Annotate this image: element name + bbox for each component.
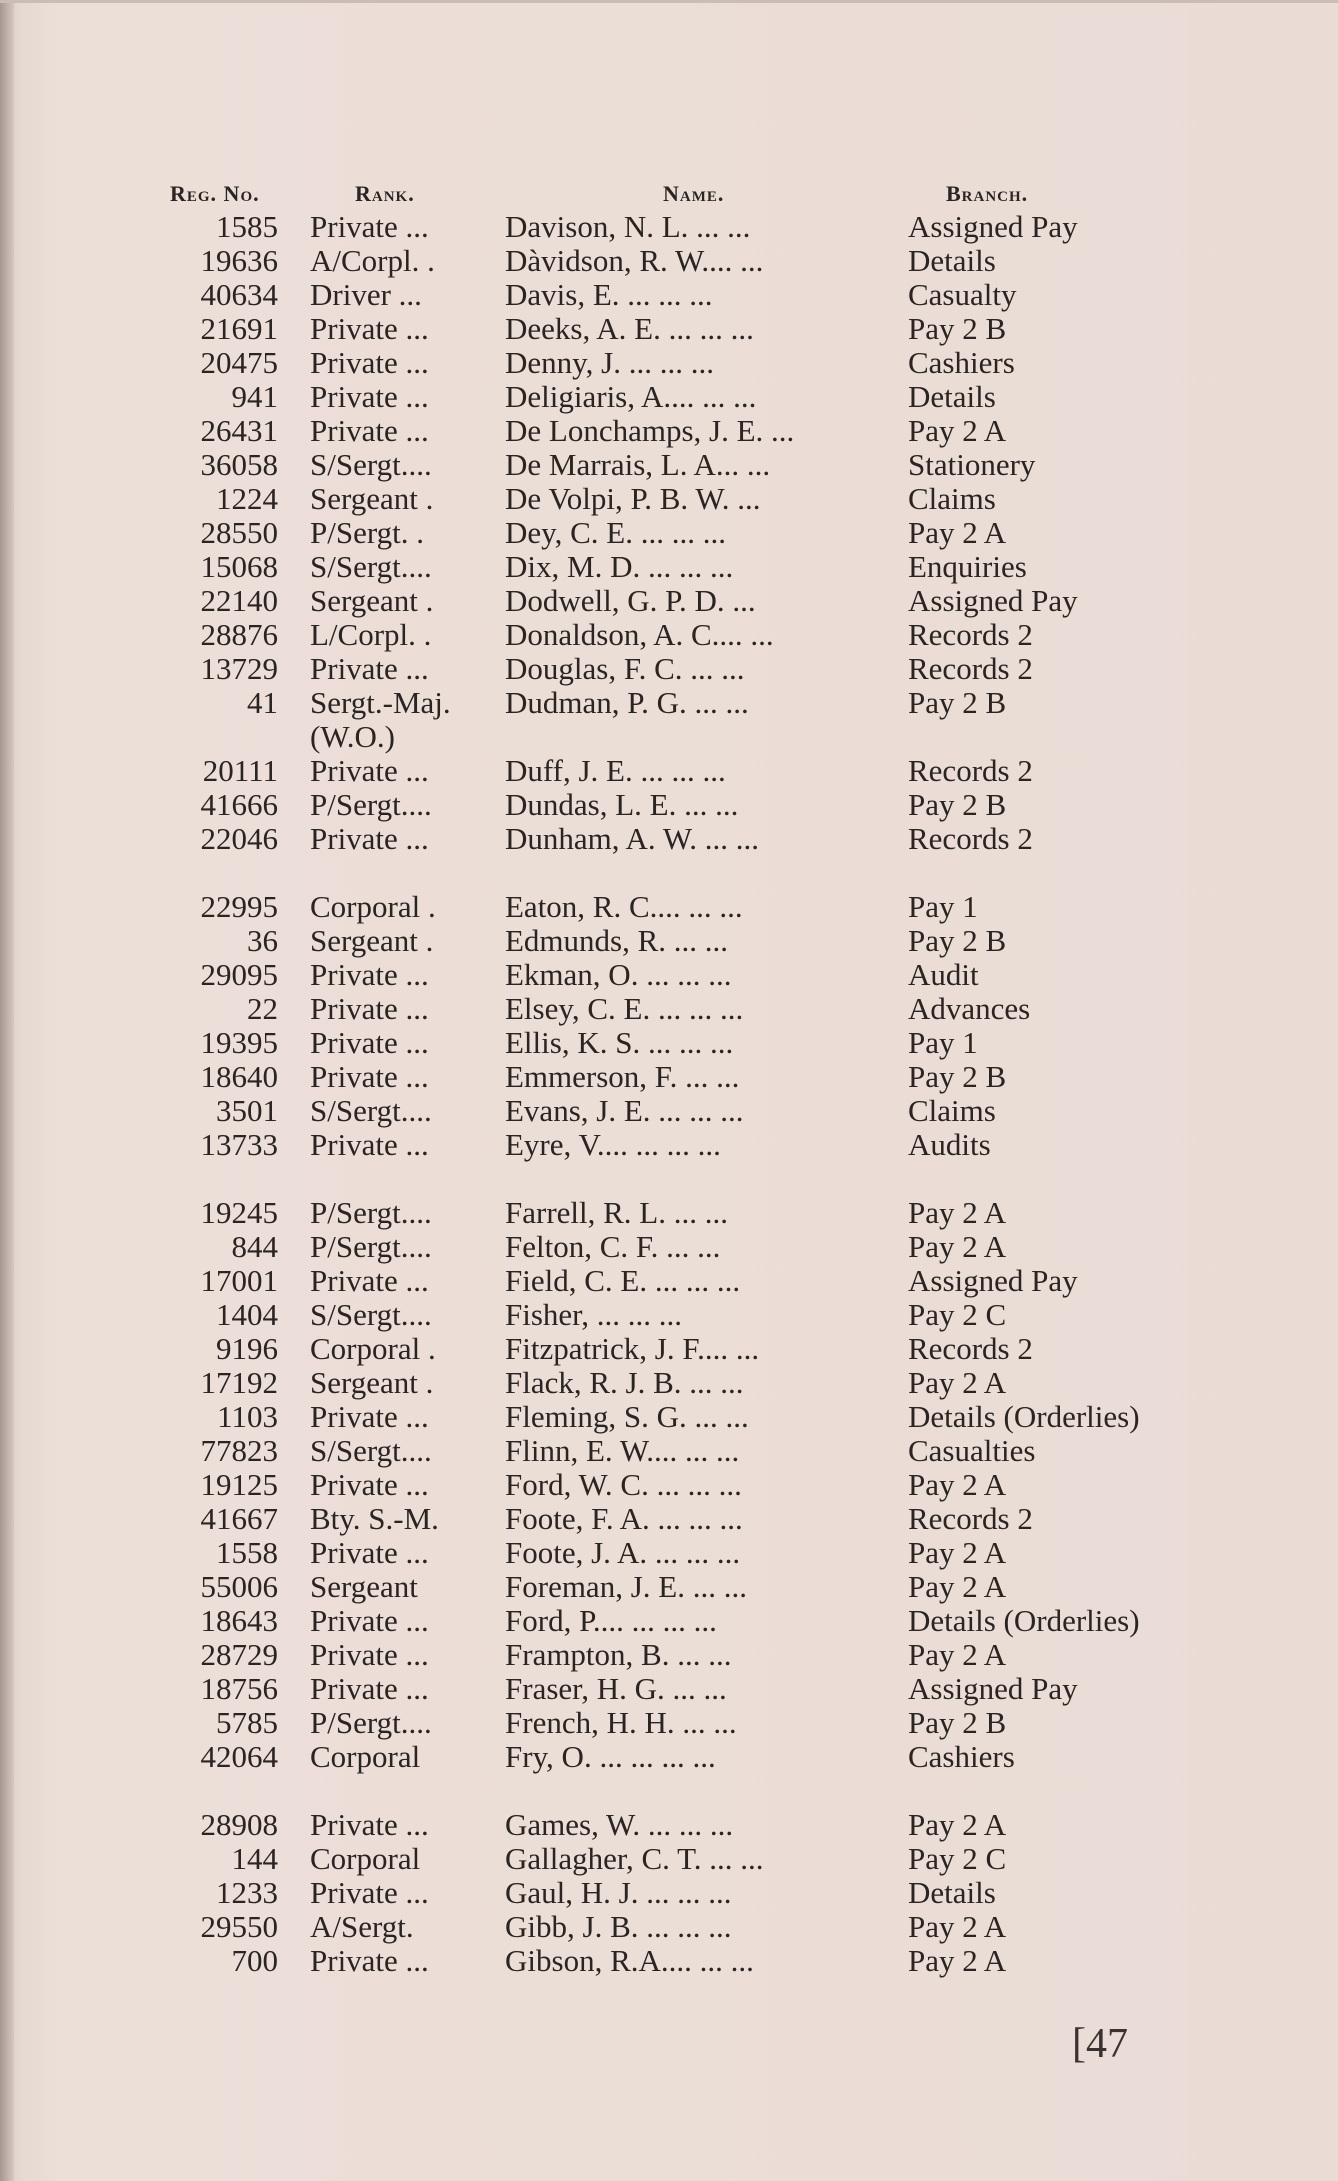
cell-name: Dey, C. E. ... ... ... bbox=[505, 515, 726, 550]
cell-reg-no: 28550 bbox=[200, 515, 278, 550]
cell-branch: Audit bbox=[908, 957, 979, 992]
cell-name: Ford, W. C. ... ... ... bbox=[505, 1467, 742, 1502]
cell-name: De Volpi, P. B. W. ... bbox=[505, 481, 761, 516]
cell-reg-no: 1233 bbox=[216, 1875, 278, 1910]
cell-rank: S/Sergt.... bbox=[310, 1433, 432, 1468]
cell-rank: Private ... bbox=[310, 1263, 429, 1298]
table-row bbox=[0, 1944, 1338, 1978]
table-row bbox=[0, 1706, 1338, 1740]
table-row bbox=[0, 346, 1338, 380]
cell-rank: Sergt.-Maj. bbox=[310, 685, 451, 720]
cell-name: Edmunds, R. ... ... bbox=[505, 923, 729, 958]
cell-branch: Casualties bbox=[908, 1433, 1036, 1468]
cell-reg-no: 144 bbox=[231, 1841, 278, 1876]
cell-rank: P/Sergt.... bbox=[310, 787, 432, 822]
cell-name: Flinn, E. W.... ... ... bbox=[505, 1433, 740, 1468]
cell-reg-no: 41 bbox=[247, 685, 278, 720]
cell-name: Ekman, O. ... ... ... bbox=[505, 957, 732, 992]
cell-rank: Private ... bbox=[310, 1671, 429, 1706]
table-row bbox=[0, 1808, 1338, 1842]
table-row bbox=[0, 448, 1338, 482]
cell-branch: Records 2 bbox=[908, 753, 1033, 788]
table-row bbox=[0, 516, 1338, 550]
cell-branch: Details bbox=[908, 1875, 996, 1910]
cell-name: Emmerson, F. ... ... bbox=[505, 1059, 740, 1094]
cell-branch: Pay 2 B bbox=[908, 923, 1007, 958]
cell-name: Eyre, V.... ... ... ... bbox=[505, 1127, 721, 1162]
cell-reg-no: 26431 bbox=[200, 413, 278, 448]
cell-name: Davison, N. L. ... ... bbox=[505, 209, 751, 244]
cell-reg-no: 42064 bbox=[200, 1739, 278, 1774]
cell-branch: Claims bbox=[908, 1093, 996, 1128]
cell-rank: Sergeant bbox=[310, 1569, 418, 1604]
cell-branch: Details (Orderlies) bbox=[908, 1399, 1140, 1434]
section-gap bbox=[0, 1774, 1338, 1808]
cell-rank: Private ... bbox=[310, 1603, 429, 1638]
cell-reg-no: 17001 bbox=[200, 1263, 278, 1298]
cell-branch: Records 2 bbox=[908, 821, 1033, 856]
cell-rank: P/Sergt.... bbox=[310, 1705, 432, 1740]
cell-rank: S/Sergt.... bbox=[310, 549, 432, 584]
table-row bbox=[0, 1502, 1338, 1536]
cell-name: Elsey, C. E. ... ... ... bbox=[505, 991, 744, 1026]
cell-reg-no: 22995 bbox=[200, 889, 278, 924]
cell-name: Duff, J. E. ... ... ... bbox=[505, 753, 726, 788]
page-number: [47 bbox=[1072, 2021, 1128, 2067]
table-row bbox=[0, 754, 1338, 788]
cell-name: De Marrais, L. A... ... bbox=[505, 447, 771, 482]
table-row bbox=[0, 1876, 1338, 1910]
table-row bbox=[0, 686, 1338, 720]
cell-rank: Corporal bbox=[310, 1739, 421, 1774]
cell-name: Dunham, A. W. ... ... bbox=[505, 821, 760, 856]
cell-reg-no: 13733 bbox=[200, 1127, 278, 1162]
section-gap bbox=[0, 1162, 1338, 1196]
cell-rank: Sergeant . bbox=[310, 1365, 434, 1400]
cell-branch: Assigned Pay bbox=[908, 583, 1078, 618]
table-row bbox=[0, 1332, 1338, 1366]
cell-reg-no: 22046 bbox=[200, 821, 278, 856]
cell-rank: Private ... bbox=[310, 753, 429, 788]
cell-rank: S/Sergt.... bbox=[310, 447, 432, 482]
table-row bbox=[0, 244, 1338, 278]
cell-name: Foote, F. A. ... ... ... bbox=[505, 1501, 743, 1536]
cell-reg-no: 3501 bbox=[216, 1093, 278, 1128]
cell-reg-no: 77823 bbox=[200, 1433, 278, 1468]
cell-reg-no: 700 bbox=[231, 1943, 278, 1978]
cell-rank: Private ... bbox=[310, 1875, 429, 1910]
table-row bbox=[0, 414, 1338, 448]
cell-name: Ford, P.... ... ... ... bbox=[505, 1603, 717, 1638]
cell-branch: Audits bbox=[908, 1127, 991, 1162]
cell-rank: Corporal . bbox=[310, 889, 436, 924]
cell-reg-no: 22140 bbox=[200, 583, 278, 618]
header-reg-no: Reg. No. bbox=[170, 181, 260, 206]
table-row bbox=[0, 210, 1338, 244]
table-row bbox=[0, 1026, 1338, 1060]
cell-branch: Pay 2 B bbox=[908, 311, 1007, 346]
cell-rank: S/Sergt.... bbox=[310, 1297, 432, 1332]
cell-name: Dudman, P. G. ... ... bbox=[505, 685, 749, 720]
cell-rank: Private ... bbox=[310, 311, 429, 346]
table-row bbox=[0, 278, 1338, 312]
cell-reg-no: 28908 bbox=[200, 1807, 278, 1842]
table-row bbox=[0, 924, 1338, 958]
cell-name: Davis, E. ... ... ... bbox=[505, 277, 713, 312]
cell-rank: Private ... bbox=[310, 1399, 429, 1434]
table-row bbox=[0, 584, 1338, 618]
cell-branch: Stationery bbox=[908, 447, 1036, 482]
cell-reg-no: 41667 bbox=[200, 1501, 278, 1536]
cell-rank: (W.O.) bbox=[310, 719, 395, 754]
cell-branch: Cashiers bbox=[908, 1739, 1015, 1774]
cell-name: Deligiaris, A.... ... ... bbox=[505, 379, 757, 414]
cell-name: Dodwell, G. P. D. ... bbox=[505, 583, 756, 618]
cell-reg-no: 19125 bbox=[200, 1467, 278, 1502]
table-row bbox=[0, 1366, 1338, 1400]
table-row bbox=[0, 822, 1338, 856]
cell-name: Foreman, J. E. ... ... bbox=[505, 1569, 747, 1604]
cell-name: Gibb, J. B. ... ... ... bbox=[505, 1909, 732, 1944]
cell-reg-no: 28729 bbox=[200, 1637, 278, 1672]
cell-reg-no: 941 bbox=[231, 379, 278, 414]
table-row bbox=[0, 992, 1338, 1026]
cell-rank: Private ... bbox=[310, 1467, 429, 1502]
table-row bbox=[0, 958, 1338, 992]
cell-branch: Enquiries bbox=[908, 549, 1027, 584]
cell-branch: Pay 2 A bbox=[908, 1943, 1007, 1978]
cell-branch: Cashiers bbox=[908, 345, 1015, 380]
cell-name: Ellis, K. S. ... ... ... bbox=[505, 1025, 734, 1060]
cell-branch: Pay 2 A bbox=[908, 1909, 1007, 1944]
cell-rank: A/Sergt. bbox=[310, 1909, 414, 1944]
cell-reg-no: 1404 bbox=[216, 1297, 278, 1332]
table-row bbox=[0, 890, 1338, 924]
cell-branch: Assigned Pay bbox=[908, 1263, 1078, 1298]
cell-name: Dix, M. D. ... ... ... bbox=[505, 549, 734, 584]
cell-branch: Pay 2 C bbox=[908, 1297, 1007, 1332]
cell-name: French, H. H. ... ... bbox=[505, 1705, 737, 1740]
cell-name: Denny, J. ... ... ... bbox=[505, 345, 714, 380]
cell-reg-no: 18640 bbox=[200, 1059, 278, 1094]
table-row bbox=[0, 1536, 1338, 1570]
header-branch: Branch. bbox=[946, 181, 1029, 206]
cell-name: Frampton, B. ... ... bbox=[505, 1637, 732, 1672]
table-row bbox=[0, 1060, 1338, 1094]
cell-reg-no: 18643 bbox=[200, 1603, 278, 1638]
page-top-edge bbox=[0, 0, 1338, 3]
staff-register-table bbox=[0, 178, 1338, 1978]
cell-name: Games, W. ... ... ... bbox=[505, 1807, 734, 1842]
cell-rank: Private ... bbox=[310, 991, 429, 1026]
table-row bbox=[0, 1230, 1338, 1264]
table-row bbox=[0, 1740, 1338, 1774]
cell-rank: Private ... bbox=[310, 1127, 429, 1162]
cell-branch: Details (Orderlies) bbox=[908, 1603, 1140, 1638]
cell-name: Fitzpatrick, J. F.... ... bbox=[505, 1331, 760, 1366]
cell-branch: Pay 2 B bbox=[908, 1059, 1007, 1094]
table-row bbox=[0, 1604, 1338, 1638]
cell-branch: Records 2 bbox=[908, 617, 1033, 652]
table-row bbox=[0, 1910, 1338, 1944]
cell-reg-no: 20111 bbox=[202, 753, 278, 788]
cell-branch: Pay 2 A bbox=[908, 1195, 1007, 1230]
cell-rank: Corporal bbox=[310, 1841, 421, 1876]
cell-branch: Details bbox=[908, 379, 996, 414]
table-row bbox=[0, 1468, 1338, 1502]
cell-branch: Records 2 bbox=[908, 1501, 1033, 1536]
cell-rank: Private ... bbox=[310, 821, 429, 856]
table-row bbox=[0, 550, 1338, 584]
cell-rank: Bty. S.-M. bbox=[310, 1501, 439, 1536]
cell-name: Fraser, H. G. ... ... bbox=[505, 1671, 727, 1706]
cell-name: Fry, O. ... ... ... ... bbox=[505, 1739, 716, 1774]
cell-reg-no: 41666 bbox=[200, 787, 278, 822]
table-row bbox=[0, 1196, 1338, 1230]
cell-branch: Pay 2 A bbox=[908, 1229, 1007, 1264]
cell-branch: Records 2 bbox=[908, 651, 1033, 686]
table-row bbox=[0, 652, 1338, 686]
cell-branch: Pay 2 B bbox=[908, 685, 1007, 720]
table-row bbox=[0, 1434, 1338, 1468]
cell-rank: P/Sergt. . bbox=[310, 515, 424, 550]
cell-branch: Details bbox=[908, 243, 996, 278]
cell-branch: Pay 2 A bbox=[908, 515, 1007, 550]
cell-rank: Private ... bbox=[310, 651, 429, 686]
cell-name: Gallagher, C. T. ... ... bbox=[505, 1841, 764, 1876]
cell-rank: Private ... bbox=[310, 379, 429, 414]
section-gap bbox=[0, 856, 1338, 890]
cell-reg-no: 29095 bbox=[200, 957, 278, 992]
cell-reg-no: 40634 bbox=[200, 277, 278, 312]
cell-reg-no: 1224 bbox=[216, 481, 278, 516]
cell-rank: Sergeant . bbox=[310, 923, 434, 958]
cell-reg-no: 21691 bbox=[200, 311, 278, 346]
cell-rank: Private ... bbox=[310, 1059, 429, 1094]
table-row bbox=[0, 1570, 1338, 1604]
cell-reg-no: 19245 bbox=[200, 1195, 278, 1230]
cell-rank: Driver ... bbox=[310, 277, 422, 312]
cell-name: Field, C. E. ... ... ... bbox=[505, 1263, 741, 1298]
cell-reg-no: 13729 bbox=[200, 651, 278, 686]
cell-rank: Private ... bbox=[310, 957, 429, 992]
cell-rank: Private ... bbox=[310, 345, 429, 380]
table-row bbox=[0, 482, 1338, 516]
cell-name: De Lonchamps, J. E. ... bbox=[505, 413, 795, 448]
cell-reg-no: 844 bbox=[231, 1229, 278, 1264]
table-header bbox=[0, 178, 1338, 210]
cell-name: Felton, C. F. ... ... bbox=[505, 1229, 721, 1264]
cell-reg-no: 18756 bbox=[200, 1671, 278, 1706]
table-row bbox=[0, 1638, 1338, 1672]
cell-rank: Private ... bbox=[310, 1637, 429, 1672]
cell-name: Donaldson, A. C.... ... bbox=[505, 617, 774, 652]
table-row bbox=[0, 788, 1338, 822]
cell-rank: Corporal . bbox=[310, 1331, 436, 1366]
cell-reg-no: 29550 bbox=[200, 1909, 278, 1944]
cell-rank: A/Corpl. . bbox=[310, 243, 435, 278]
cell-name: Flack, R. J. B. ... ... bbox=[505, 1365, 744, 1400]
cell-reg-no: 5785 bbox=[216, 1705, 278, 1740]
cell-branch: Pay 2 A bbox=[908, 1365, 1007, 1400]
cell-rank: S/Sergt.... bbox=[310, 1093, 432, 1128]
cell-reg-no: 36 bbox=[247, 923, 278, 958]
table-row bbox=[0, 1128, 1338, 1162]
cell-branch: Pay 2 A bbox=[908, 1467, 1007, 1502]
cell-branch: Assigned Pay bbox=[908, 1671, 1078, 1706]
cell-reg-no: 17192 bbox=[200, 1365, 278, 1400]
cell-name: Gaul, H. J. ... ... ... bbox=[505, 1875, 732, 1910]
header-name: Name. bbox=[663, 181, 725, 206]
cell-rank: Private ... bbox=[310, 209, 429, 244]
header-rank: Rank. bbox=[355, 181, 415, 206]
cell-branch: Assigned Pay bbox=[908, 209, 1078, 244]
cell-rank: Private ... bbox=[310, 1807, 429, 1842]
table-row bbox=[0, 1094, 1338, 1128]
table-row bbox=[0, 1264, 1338, 1298]
table-row bbox=[0, 1672, 1338, 1706]
table-row-continuation bbox=[0, 720, 1338, 754]
cell-name: Farrell, R. L. ... ... bbox=[505, 1195, 728, 1230]
cell-rank: Sergeant . bbox=[310, 481, 434, 516]
cell-reg-no: 19395 bbox=[200, 1025, 278, 1060]
cell-reg-no: 15068 bbox=[200, 549, 278, 584]
cell-name: Gibson, R.A.... ... ... bbox=[505, 1943, 754, 1978]
cell-branch: Pay 2 A bbox=[908, 1637, 1007, 1672]
table-row bbox=[0, 618, 1338, 652]
cell-name: Dundas, L. E. ... ... bbox=[505, 787, 739, 822]
cell-branch: Records 2 bbox=[908, 1331, 1033, 1366]
cell-branch: Pay 2 A bbox=[908, 1535, 1007, 1570]
cell-name: Dàvidson, R. W.... ... bbox=[505, 243, 764, 278]
table-row bbox=[0, 1842, 1338, 1876]
cell-name: Fleming, S. G. ... ... bbox=[505, 1399, 749, 1434]
cell-branch: Pay 2 A bbox=[908, 1807, 1007, 1842]
cell-name: Fisher, ... ... ... bbox=[505, 1297, 683, 1332]
cell-branch: Casualty bbox=[908, 277, 1017, 312]
cell-rank: P/Sergt.... bbox=[310, 1229, 432, 1264]
table-row bbox=[0, 380, 1338, 414]
cell-rank: Private ... bbox=[310, 1943, 429, 1978]
cell-branch: Pay 2 B bbox=[908, 787, 1007, 822]
cell-name: Douglas, F. C. ... ... bbox=[505, 651, 745, 686]
table-row bbox=[0, 1400, 1338, 1434]
cell-rank: Private ... bbox=[310, 413, 429, 448]
cell-reg-no: 36058 bbox=[200, 447, 278, 482]
cell-rank: Sergeant . bbox=[310, 583, 434, 618]
cell-reg-no: 22 bbox=[247, 991, 278, 1026]
cell-rank: Private ... bbox=[310, 1025, 429, 1060]
cell-name: Foote, J. A. ... ... ... bbox=[505, 1535, 741, 1570]
cell-branch: Advances bbox=[908, 991, 1031, 1026]
cell-branch: Pay 1 bbox=[908, 889, 978, 924]
cell-reg-no: 20475 bbox=[200, 345, 278, 380]
table-row bbox=[0, 312, 1338, 346]
cell-branch: Pay 2 A bbox=[908, 1569, 1007, 1604]
cell-reg-no: 55006 bbox=[200, 1569, 278, 1604]
cell-reg-no: 1558 bbox=[216, 1535, 278, 1570]
cell-branch: Pay 2 B bbox=[908, 1705, 1007, 1740]
cell-rank: Private ... bbox=[310, 1535, 429, 1570]
cell-branch: Pay 2 C bbox=[908, 1841, 1007, 1876]
cell-reg-no: 1585 bbox=[216, 209, 278, 244]
cell-name: Deeks, A. E. ... ... ... bbox=[505, 311, 754, 346]
cell-reg-no: 9196 bbox=[216, 1331, 278, 1366]
cell-reg-no: 19636 bbox=[200, 243, 278, 278]
cell-reg-no: 28876 bbox=[200, 617, 278, 652]
cell-rank: L/Corpl. . bbox=[310, 617, 432, 652]
cell-rank: P/Sergt.... bbox=[310, 1195, 432, 1230]
cell-name: Eaton, R. C.... ... ... bbox=[505, 889, 743, 924]
cell-branch: Claims bbox=[908, 481, 996, 516]
table-row bbox=[0, 1298, 1338, 1332]
cell-branch: Pay 1 bbox=[908, 1025, 978, 1060]
cell-reg-no: 1103 bbox=[217, 1399, 278, 1434]
cell-branch: Pay 2 A bbox=[908, 413, 1007, 448]
cell-name: Evans, J. E. ... ... ... bbox=[505, 1093, 744, 1128]
